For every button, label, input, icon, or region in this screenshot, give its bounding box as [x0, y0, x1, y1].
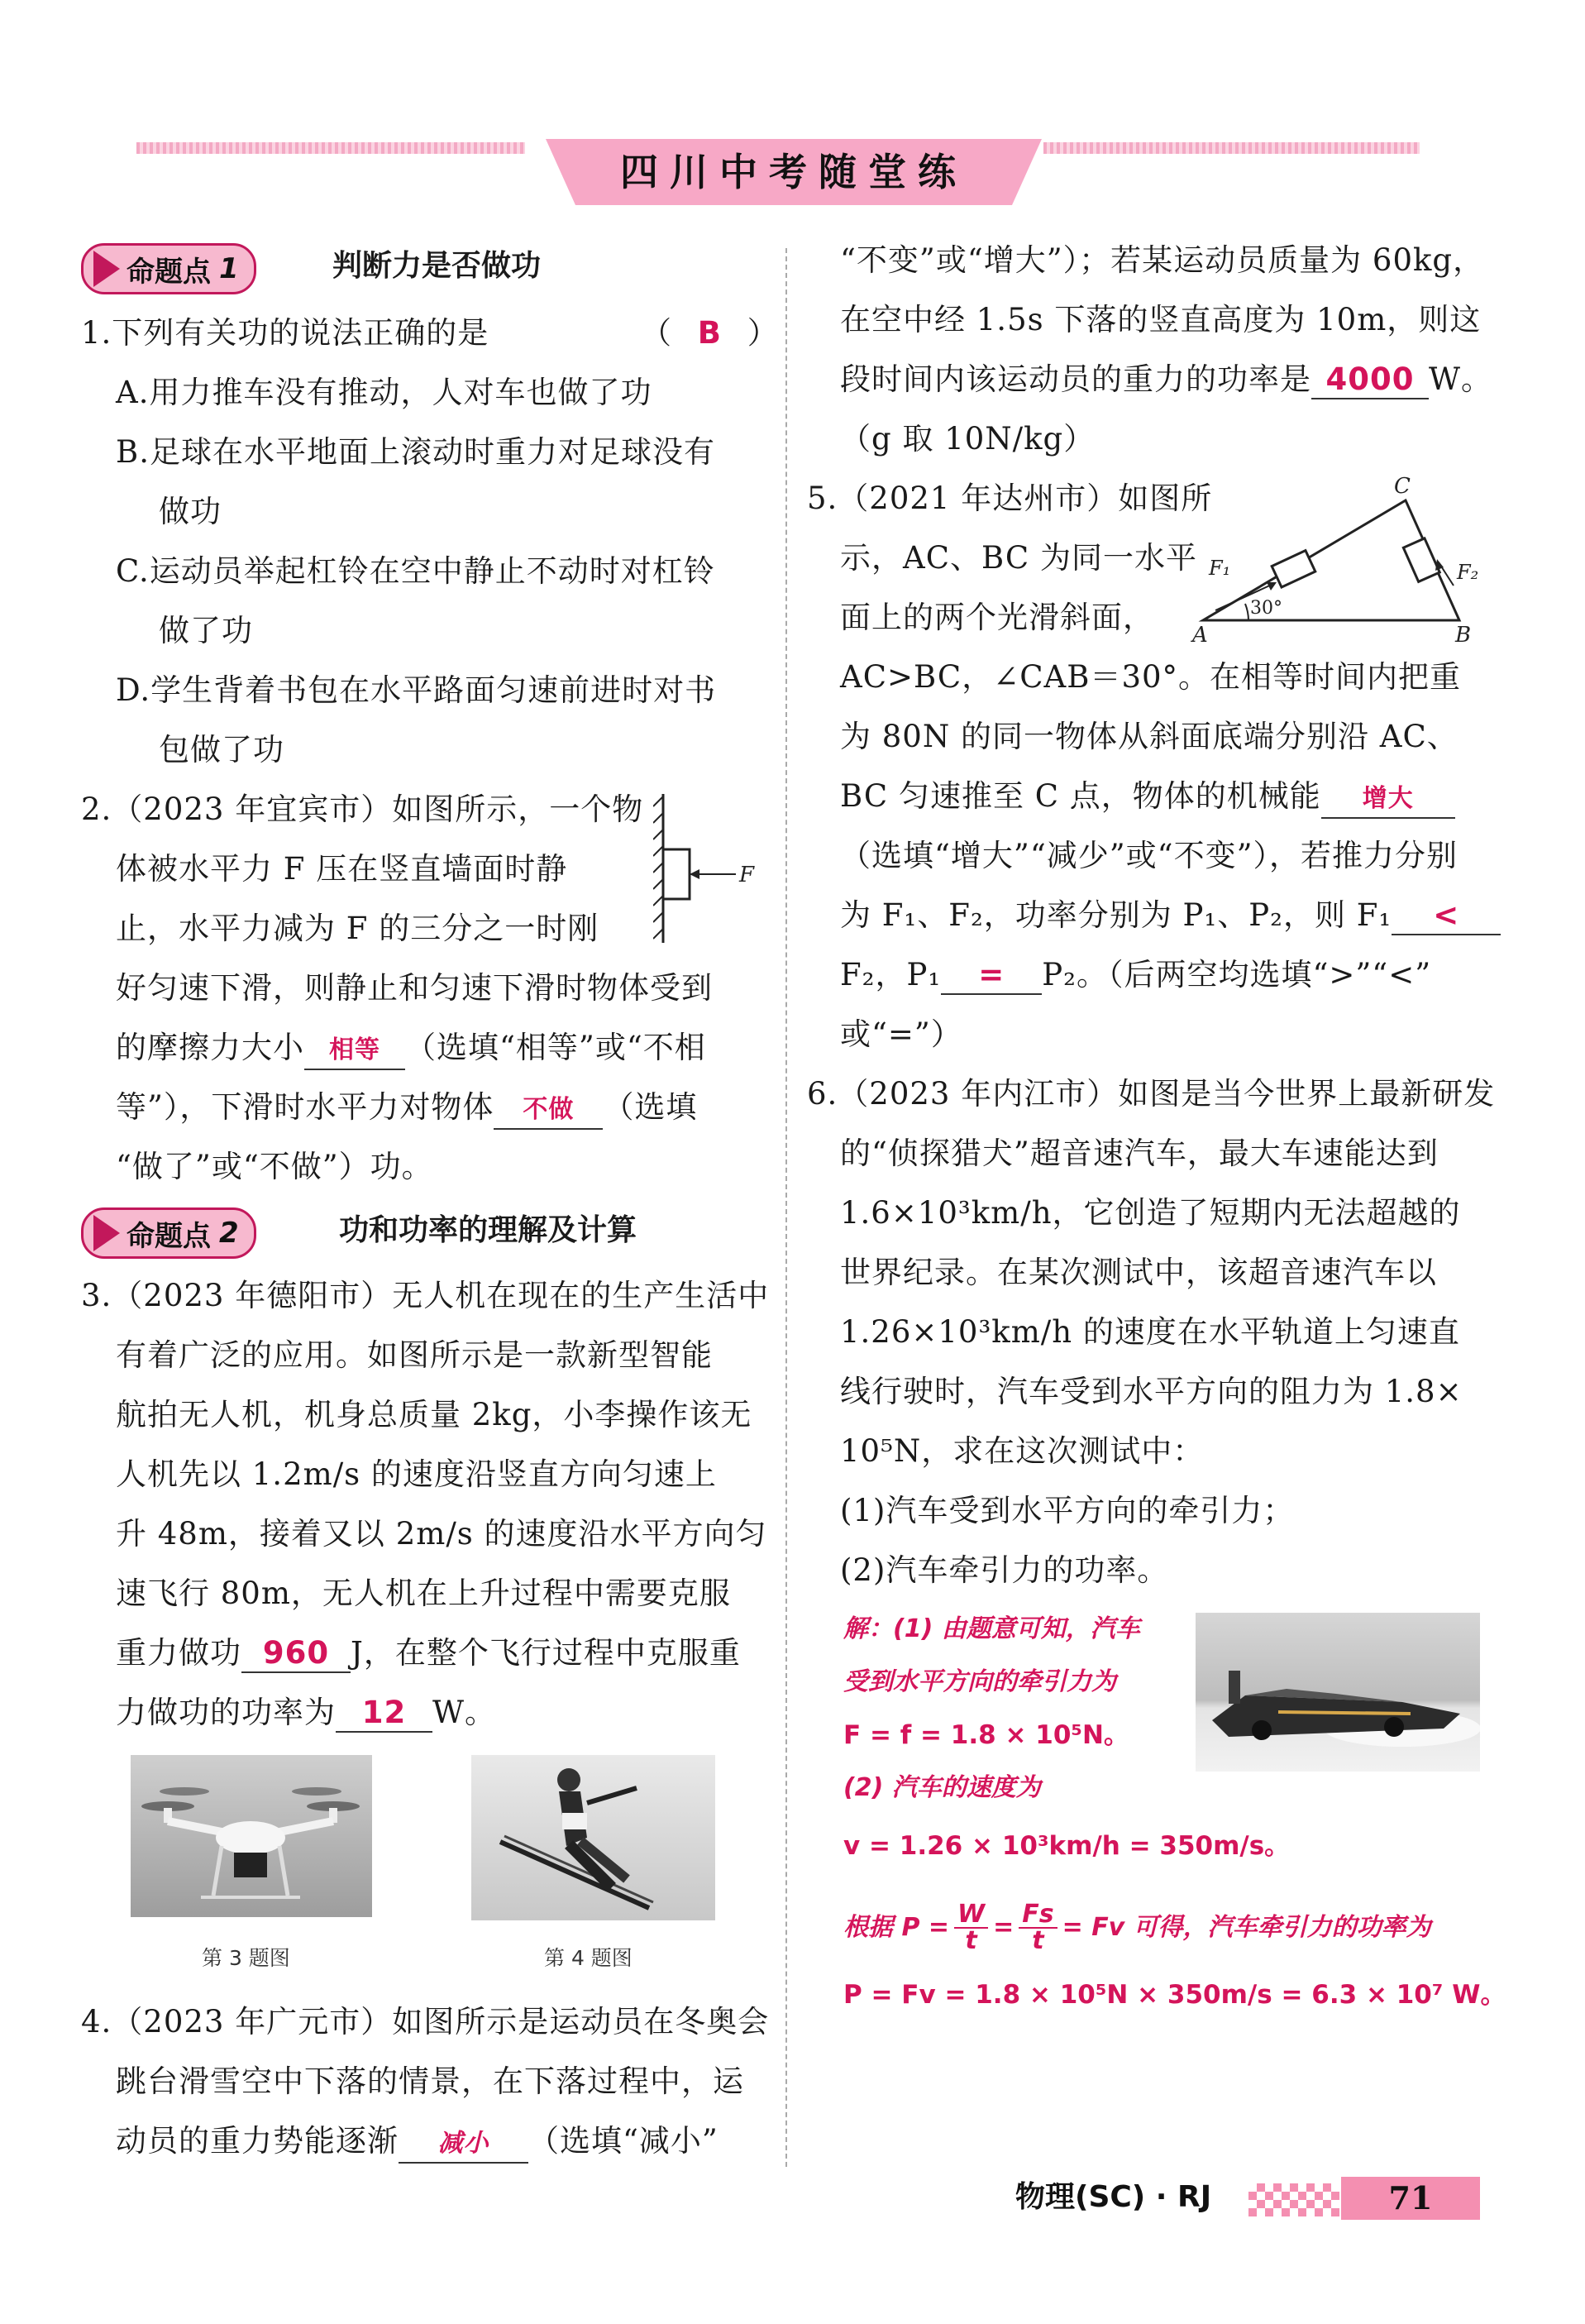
topic-title-2: 功和功率的理解及计算 [339, 1213, 637, 1247]
supersonic-car-photo [1196, 1613, 1480, 1772]
q2-line-4: 好匀速下滑，则静止和匀速下滑时物体受到 [116, 970, 713, 1006]
q6-line-9: (2)汽车牵引力的功率。 [840, 1552, 1169, 1588]
q1-stem: 1.下列有关功的说法正确的是 [81, 315, 489, 351]
q5-line-2: 示，AC、BC 为同一水平 [840, 540, 1197, 576]
angle-label: 30° [1250, 598, 1282, 619]
q1-option-c-cont: 做了功 [159, 613, 253, 648]
q2-line-2: 体被水平力 F 压在竖直墙面时静 [116, 851, 568, 887]
q4-right-line-1: “不变”或“增大”）；若某运动员质量为 60kg， [840, 242, 1485, 278]
drone-photo [131, 1755, 372, 1917]
q3-answer-2: 12 [336, 1695, 432, 1733]
q6-solution-line-6: 根据 P = $\frac{W}{t}$ = $\frac{Fs}{t}$ = Fv 可得，汽车牵引力的功率为 [843, 1900, 1431, 1955]
topic-badge-2: 命题点 2 [81, 1207, 256, 1259]
car-icon [1196, 1613, 1480, 1772]
q5-line-10: 或“=”） [840, 1016, 962, 1052]
force-f1-label: F₁ [1209, 557, 1231, 580]
q3-answer-1: 960 [241, 1635, 351, 1673]
topic-badge-1: 命题点 1 [81, 243, 256, 294]
q3-line-5: 升 48m，接着又以 2m/s 的速度沿水平方向匀 [116, 1516, 767, 1552]
fraction-fs-t: $\frac{Fs}{t}$ [1019, 1902, 1057, 1953]
q6-line-3: 1.6×10³km/h，它创造了短期内无法超越的 [840, 1195, 1461, 1231]
q3-line-6: 速飞行 80m，无人机在上升过程中需要克服 [116, 1576, 731, 1611]
q1-answer-paren: （ B ） [641, 315, 779, 351]
column-divider [785, 248, 787, 2167]
q4-answer-2: 4000 [1311, 361, 1429, 399]
banner-stripe-right [1043, 142, 1420, 154]
caption-q4: 第 4 题图 [544, 1946, 633, 1970]
q1-answer: B [697, 315, 722, 351]
q3-line-2: 有着广泛的应用。如图所示是一款新型智能 [116, 1337, 713, 1373]
q1-option-b-cont: 做功 [159, 494, 222, 529]
q6-line-1: 6.（2023 年内江市）如图是当今世界上最新研发 [807, 1076, 1496, 1112]
q4-right-line-3: 段时间内该运动员的重力的功率是 4000 W。 [840, 359, 1492, 400]
q5-answer-1: 增大 [1362, 784, 1414, 813]
q4-right-line-2: 在空中经 1.5s 下落的竖直高度为 10m，则这 [840, 302, 1482, 337]
q5-line-5: 为 80N 的同一物体从斜面底端分别沿 AC、 [840, 719, 1458, 754]
q1-option-c: C.运动员举起杠铃在空中静止不动时对杠铃 [116, 553, 715, 589]
q2-line-5: 的摩擦力大小 相等 （选填“相等”或“不相 [116, 1027, 706, 1070]
q1-option-a: A.用力推车没有推动，人对车也做了功 [116, 375, 652, 410]
q1-option-d-cont: 包做了功 [159, 732, 284, 767]
q2-line-3: 止，水平力减为 F 的三分之一时刚 [116, 911, 599, 946]
caption-q3: 第 3 题图 [202, 1946, 290, 1970]
q1-option-b: B.足球在水平地面上滚动时重力对足球没有 [116, 434, 715, 470]
q3-line-4: 人机先以 1.2m/s 的速度沿竖直方向匀速上 [116, 1456, 717, 1492]
q5-line-9: F₂，P₁ = P₂。（后两空均选填“>”“<” [840, 954, 1431, 996]
q4-line-3: 动员的重力势能逐渐 减小 （选填“减小” [116, 2121, 719, 2164]
page-number: 71 [1388, 2179, 1433, 2216]
vertex-c: C [1394, 474, 1411, 499]
q5-line-1: 5.（2021 年达州市）如图所 [807, 481, 1213, 516]
skier-icon [471, 1755, 715, 1920]
q4-line-1: 4.（2023 年广元市）如图所示是运动员在冬奥会 [81, 2004, 770, 2039]
q2-answer-1: 相等 [329, 1035, 380, 1064]
q4-answer-1: 减小 [437, 2129, 489, 2158]
q6-solution-line-5: v = 1.26 × 10³km/h = 350m/s。 [843, 1831, 1291, 1861]
q5-answer-3: = [941, 957, 1042, 995]
q3-line-8: 力做功的功率为 12 W。 [116, 1692, 496, 1733]
topic-title-1: 判断力是否做功 [332, 249, 542, 283]
q2-line-7: “做了”或“不做”）功。 [116, 1149, 433, 1184]
footer-checker [1248, 2183, 1339, 2216]
drone-icon [131, 1755, 372, 1917]
q3-line-1: 3.（2023 年德阳市）无人机在现在的生产生活中 [81, 1278, 770, 1313]
q6-line-5: 1.26×10³km/h 的速度在水平轨道上匀速直 [840, 1314, 1460, 1350]
q6-solution-line-3: F = f = 1.8 × 10⁵N。 [843, 1720, 1129, 1750]
q2-force-label: F [739, 863, 755, 887]
q6-line-6: 线行驶时，汽车受到水平方向的阻力为 1.8× [840, 1374, 1463, 1409]
q6-line-7: 10⁵N，求在这次测试中： [840, 1433, 1205, 1469]
q6-line-2: 的“侦探猎犬”超音速汽车，最大车速能达到 [840, 1136, 1439, 1171]
footer-subject: 物理(SC) · RJ [1015, 2180, 1212, 2214]
play-icon [93, 251, 120, 287]
banner-stripe-left [136, 142, 525, 154]
q6-solution-line-2: 受到水平方向的牵引力为 [843, 1667, 1116, 1696]
q2-line-6: 等”），下滑时水平力对物体 不做 （选填 [116, 1087, 697, 1130]
play-icon [93, 1215, 120, 1251]
ski-jump-photo [471, 1755, 715, 1920]
q5-incline-figure [1191, 471, 1497, 645]
vertex-b: B [1455, 623, 1472, 645]
force-f2-label: F₂ [1457, 561, 1479, 584]
q4-right-line-4: （g 取 10N/kg） [840, 421, 1096, 457]
page-title: 四川中考随堂练 [620, 150, 967, 194]
q5-line-4: AC>BC，∠CAB＝30°。在相等时间内把重 [840, 659, 1462, 695]
q2-answer-2: 不做 [523, 1095, 575, 1124]
q5-line-6: BC 匀速推至 C 点，物体的机械能 增大 [840, 776, 1455, 819]
q6-line-8: (1)汽车受到水平方向的牵引力； [840, 1493, 1295, 1528]
q3-line-7: 重力做功 960 J，在整个飞行过程中克服重 [116, 1633, 741, 1674]
q6-solution-line-1: 解：(1) 由题意可知，汽车 [843, 1614, 1140, 1643]
q6-solution-line-4: (2) 汽车的速度为 [843, 1773, 1041, 1802]
vertex-a: A [1192, 623, 1208, 645]
q3-line-3: 航拍无人机，机身总质量 2kg，小李操作该无 [116, 1397, 752, 1432]
q2-wall-figure [653, 790, 761, 947]
q5-line-8: 为 F₁、F₂，功率分别为 P₁、P₂，则 F₁ < [840, 895, 1501, 936]
q2-line-1: 2.（2023 年宜宾市）如图所示，一个物 [81, 791, 644, 827]
q6-line-4: 世界纪录。在某次测试中，该超音速汽车以 [840, 1255, 1437, 1290]
q5-answer-2: < [1392, 897, 1501, 935]
q5-line-3: 面上的两个光滑斜面， [840, 600, 1154, 635]
q5-line-7: （选填“增大”“减少”或“不变”），若推力分别 [840, 838, 1458, 873]
q1-option-d: D.学生背着书包在水平路面匀速前进时对书 [116, 672, 717, 708]
fraction-w-t: $\frac{W}{t}$ [954, 1902, 988, 1953]
q6-solution-line-7: P = Fv = 1.8 × 10⁵N × 350m/s = 6.3 × 10⁷ W。 [843, 1980, 1506, 2010]
q4-line-2: 跳台滑雪空中下落的情景，在下落过程中，运 [116, 2063, 744, 2099]
